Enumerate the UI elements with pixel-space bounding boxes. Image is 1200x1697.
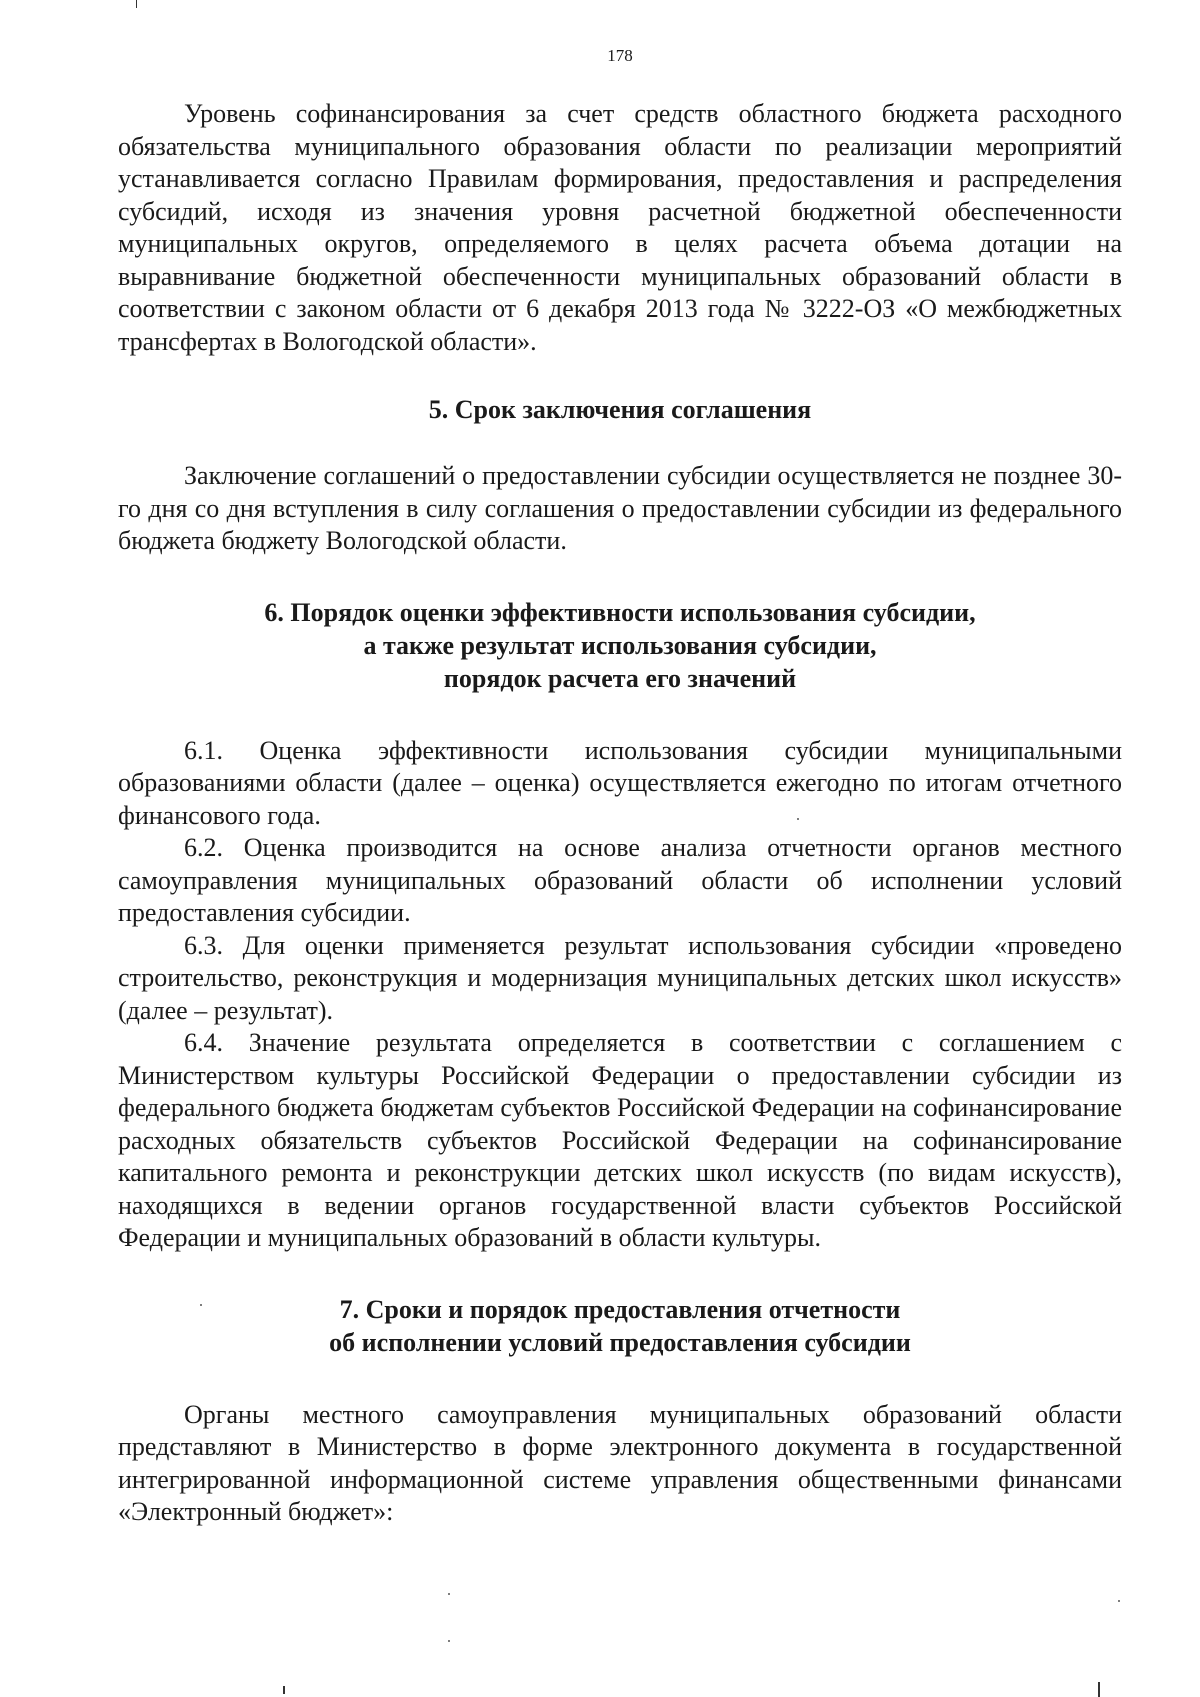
section-5-heading — [118, 393, 1122, 426]
section-6-item-6-2: 6.2. Оценка производится на основе анализа отчетности органов местного самоуправления муниципальных образований области об исполнении условий предоставления субсидии. — [118, 833, 1122, 927]
section-7-heading-line-1: 7. Сроки и порядок предоставления отчетности — [339, 1294, 901, 1324]
scan-edge-mark — [283, 1686, 285, 1694]
page-number: 178 — [607, 46, 633, 65]
section-6-heading-line-3: порядок расчета его значений — [443, 663, 797, 693]
section-7-heading — [118, 1293, 1122, 1359]
section-6-heading-line-1: 6. Порядок оценки эффективности использования субсидии, — [264, 597, 976, 627]
section-6-heading — [118, 596, 1122, 695]
document-body — [118, 98, 1122, 1529]
section-6-item-6-1: 6.1. Оценка эффективности использования субсидии муниципальными образованиями области (далее – оценка) осуществляется ежегодно по итогам отчетного финансового года. — [118, 735, 1122, 830]
scan-speck — [200, 1304, 202, 1306]
scan-speck — [1118, 1600, 1120, 1602]
section-7-paragraph: Органы местного самоуправления муниципальных образований области представляют в Министерство в форме электронного документа в государственной интегрированной информационной системе управления общественными финансами «Электронный бюджет»: — [118, 1399, 1122, 1526]
scan-speck — [448, 1593, 450, 1595]
intro-paragraph: Уровень софинансирования за счет средств областного бюджета расходного обязательства муниципального образования области по реализации мероприятий устанавливается согласно Правилам формирования, предоставления и распределения субсидий, исходя из значения уровня расчетной бюджетной обеспеченности муниципальных округов, определяемого в целях расчета объема дотации на выравнивание бюджетной обеспеченности муниципальных образований области в соответствии с законом области от 6 декабря 2013 года № 3222-ОЗ «О межбюджетных трансфертах в Вологодской области». — [118, 99, 1122, 356]
section-7-heading-line-2: об исполнении условий предоставления субсидии — [329, 1327, 911, 1357]
section-5-heading-text: 5. Срок заключения соглашения — [428, 395, 812, 424]
section-6-item-6-3: 6.3. Для оценки применяется результат использования субсидии «проведено строительство, реконструкция и модернизация муниципальных детских школ искусств» (далее – результат). — [118, 930, 1122, 1025]
section-5-paragraph: Заключение соглашений о предоставлении субсидии осуществляется не позднее 30-го дня со дня вступления в силу соглашения о предоставлении субсидии из федерального бюджета бюджету Вологодской области. — [118, 461, 1122, 555]
scan-speck — [797, 818, 799, 820]
section-6-heading-line-2: а также результат использования субсидии, — [363, 630, 877, 660]
scan-edge-mark — [136, 0, 137, 8]
section-6-item-6-4: 6.4. Значение результата определяется в соответствии с соглашением с Министерством культуры Российской Федерации о предоставлении субсидии из федерального бюджета бюджетам субъектов Российской Федерации на софинансирование расходных обязательств субъектов Российской Федерации на софинансирование капитального ремонта и реконструкции детских школ искусств (по видам искусств), находящихся в ведении органов государственной власти субъектов Российской Федерации и муниципальных образований в области культуры. — [118, 1028, 1122, 1252]
scan-edge-mark — [1098, 1682, 1100, 1697]
scan-speck — [448, 1640, 450, 1642]
